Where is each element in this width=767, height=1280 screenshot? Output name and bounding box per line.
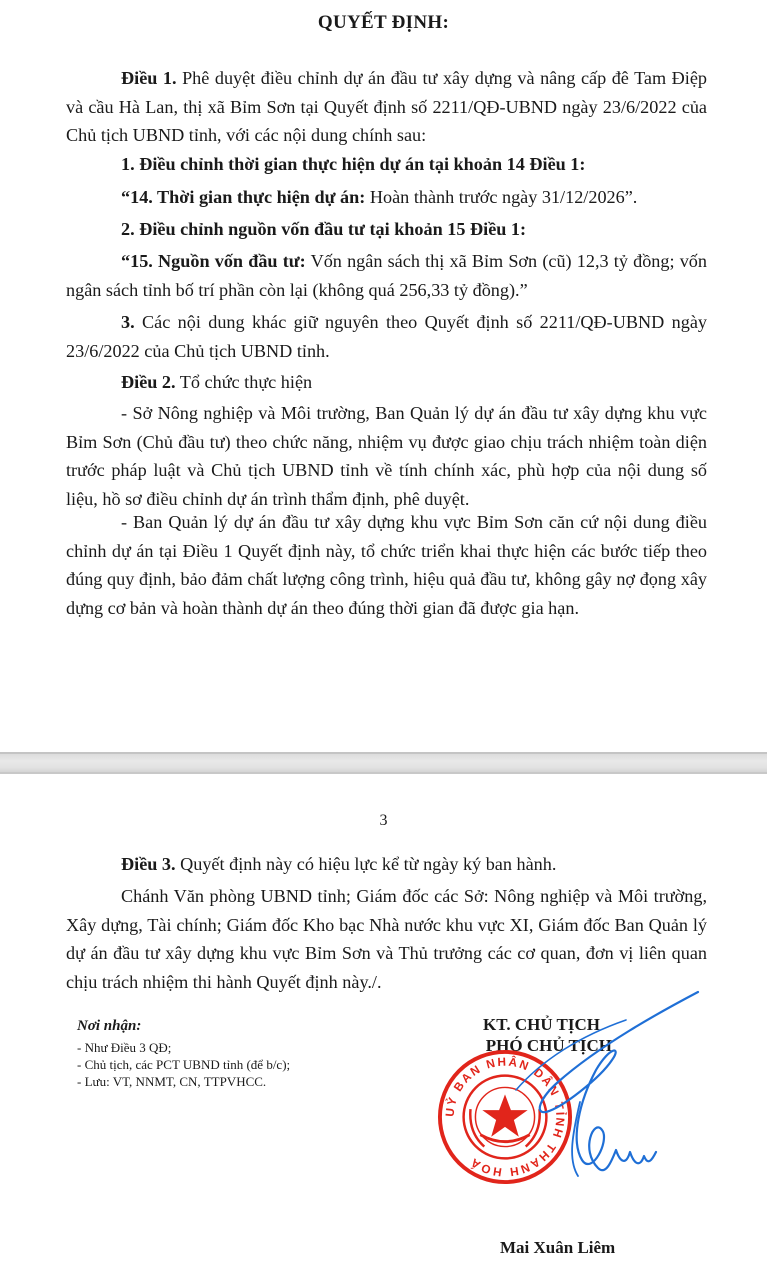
- article-3-label: Điều 3.: [121, 854, 176, 874]
- page-separator: [0, 752, 767, 774]
- article-1-item-1: 1. Điều chỉnh thời gian thực hiện dự án tại khoản 14 Điều 1:: [121, 154, 586, 174]
- article-1-item-3: 3. Các nội dung khác giữ nguyên theo Quyết định số 2211/QĐ-UBND ngày 23/6/2022 của Chủ tịch UBND tỉnh.: [66, 312, 707, 361]
- article-1-item-1-quote: “14. Thời gian thực hiện dự án: Hoàn thành trước ngày 31/12/2026”.: [121, 187, 638, 207]
- recipient-item: - Lưu: VT, NNMT, CN, TTPVHCC.: [77, 1074, 267, 1089]
- svg-text:UỶ BAN NHÂN DÂN TỈNH THANH HOÁ: UỶ BAN NHÂN DÂN TỈNH THANH HOÁ: [442, 1054, 568, 1180]
- article-3-paragraph: Chánh Văn phòng UBND tỉnh; Giám đốc các Sở: Nông nghiệp và Môi trường, Xây dựng, Tài chính; Giám đốc Kho bạc Nhà nước khu vực XI, Giám đốc Ban Quản lý dự án đầu tư xây dựng khu vực Bỉm Sơn và Thủ trưởng các cơ quan, đơn vị liên quan chịu trách nhiệm thi hành Quyết định này./.: [66, 886, 707, 992]
- recipient-item: - Chủ tịch, các PCT UBND tỉnh (để b/c);: [77, 1057, 291, 1072]
- article-2-label: Điều 2.: [121, 372, 176, 392]
- signature-title-line-2: PHÓ CHỦ TỊCH: [485, 1036, 612, 1055]
- decision-title: QUYẾT ĐỊNH:: [317, 12, 450, 33]
- article-1-label: Điều 1.: [121, 68, 177, 88]
- recipient-item: - Như Điều 3 QĐ;: [77, 1040, 172, 1055]
- article-2-heading: Điều 2. Tổ chức thực hiện: [121, 372, 313, 392]
- signer-name: Mai Xuân Liêm: [500, 1238, 616, 1257]
- handwritten-signature-icon: [430, 990, 730, 1190]
- article-2-bullet-2: - Ban Quản lý dự án đầu tư xây dựng khu vực Bỉm Sơn căn cứ nội dung điều chỉnh dự án tại Điều 1 Quyết định này, tổ chức triển khai thực hiện các bước tiếp theo đúng quy định, bảo đảm chất lượng công trình, hiệu quả đầu tư, không gây nợ đọng xây dựng cơ bản và hoàn thành dự án theo đúng thời gian đã được gia hạn.: [66, 512, 707, 618]
- article-3: Điều 3. Quyết định này có hiệu lực kể từ ngày ký ban hành.: [121, 854, 557, 874]
- article-2-bullet-1: - Sở Nông nghiệp và Môi trường, Ban Quản lý dự án đầu tư xây dựng khu vực Bỉm Sơn (Chủ đầu tư) theo chức năng, nhiệm vụ được giao chịu trách nhiệm toàn diện trước pháp luật và Chủ tịch UBND tỉnh về tính chính xác, phù hợp của nội dung số liệu, hồ sơ điều chỉnh dự án trình thẩm định, phê duyệt.: [66, 403, 707, 509]
- recipients-heading: Nơi nhận:: [77, 1018, 142, 1034]
- article-1-item-2-quote: “15. Nguồn vốn đầu tư: Vốn ngân sách thị xã Bỉm Sơn (cũ) 12,3 tỷ đồng; vốn ngân sách tỉnh bố trí phần còn lại (không quá 256,33 tỷ đồng).”: [66, 251, 707, 300]
- article-1-item-2: 2. Điều chỉnh nguồn vốn đầu tư tại khoản 15 Điều 1:: [121, 219, 527, 239]
- signature-title-line-1: KT. CHỦ TỊCH: [483, 1015, 600, 1034]
- page-number: 3: [379, 812, 388, 829]
- article-1: [66, 64, 707, 150]
- article-1-text: Phê duyệt điều chỉnh dự án đầu tư xây dựng và nâng cấp đê Tam Điệp và cầu Hà Lan, thị xã Bỉm Sơn tại Quyết định số 2211/QĐ-UBND ngày 23/6/2022 của Chủ tịch UBND tỉnh, với các nội dung chính sau:: [66, 68, 708, 145]
